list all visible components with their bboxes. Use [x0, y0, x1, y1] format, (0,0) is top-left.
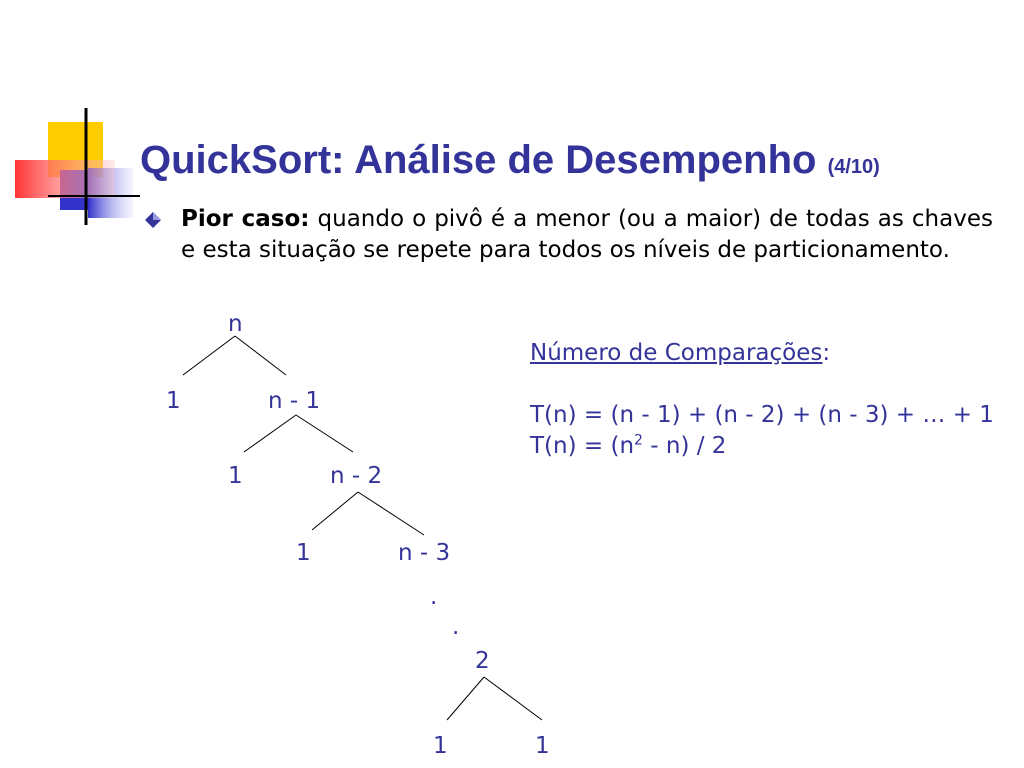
bullet-text: quando o pivô é a menor (ou a maior) de todas as chaves e esta situação se repete para todos os níveis de particionamento.: [181, 206, 993, 263]
tree-edge: [484, 677, 542, 720]
comparisons-heading-link: Número de Comparações: [530, 340, 823, 366]
formula-sum: T(n) = (n - 1) + (n - 2) + (n - 3) + … + 1: [530, 402, 994, 428]
tree-ellipsis-dot: .: [452, 614, 460, 640]
tree-edge: [447, 677, 484, 720]
tree-node-bottom-right: 1: [535, 733, 550, 759]
tree-node-bottom-left: 1: [433, 733, 448, 759]
exponent: 2: [634, 432, 643, 449]
tree-node-bottom-root: 2: [475, 648, 490, 674]
tree-node-l1-left: 1: [166, 388, 181, 414]
tree-edge: [244, 415, 296, 452]
tree-node-l2-right: n - 2: [330, 463, 383, 489]
tree-edge: [183, 336, 235, 375]
bullet-paragraph: [181, 204, 993, 266]
tree-node-l1-right: n - 1: [268, 388, 321, 414]
comparisons-block: [530, 338, 994, 462]
decorative-logo-icon: [0, 100, 150, 230]
formula-closed-form: $T(n) = (n^2 - n) / 2$: [530, 432, 727, 459]
tree-ellipsis-dot: .: [430, 584, 438, 610]
tree-edge: [358, 492, 424, 535]
tree-edge: [312, 492, 358, 530]
title-counter: (4/10): [827, 156, 880, 178]
tree-node-l2-left: 1: [228, 463, 243, 489]
title-text: QuickSort: Análise de Desempenho: [140, 138, 817, 182]
comparisons-heading: Número de Comparações:: [530, 340, 831, 366]
bullet-bold-label: Pior caso:: [181, 206, 310, 232]
tree-edge: [296, 415, 353, 452]
tree-node-l3-right: n - 3: [398, 540, 451, 566]
tree-edge: [235, 336, 286, 375]
tree-node-l3-left: 1: [296, 540, 311, 566]
diamond-bullet-icon: [144, 211, 162, 229]
tree-node-root: n: [228, 311, 243, 337]
slide-title: [140, 138, 880, 183]
